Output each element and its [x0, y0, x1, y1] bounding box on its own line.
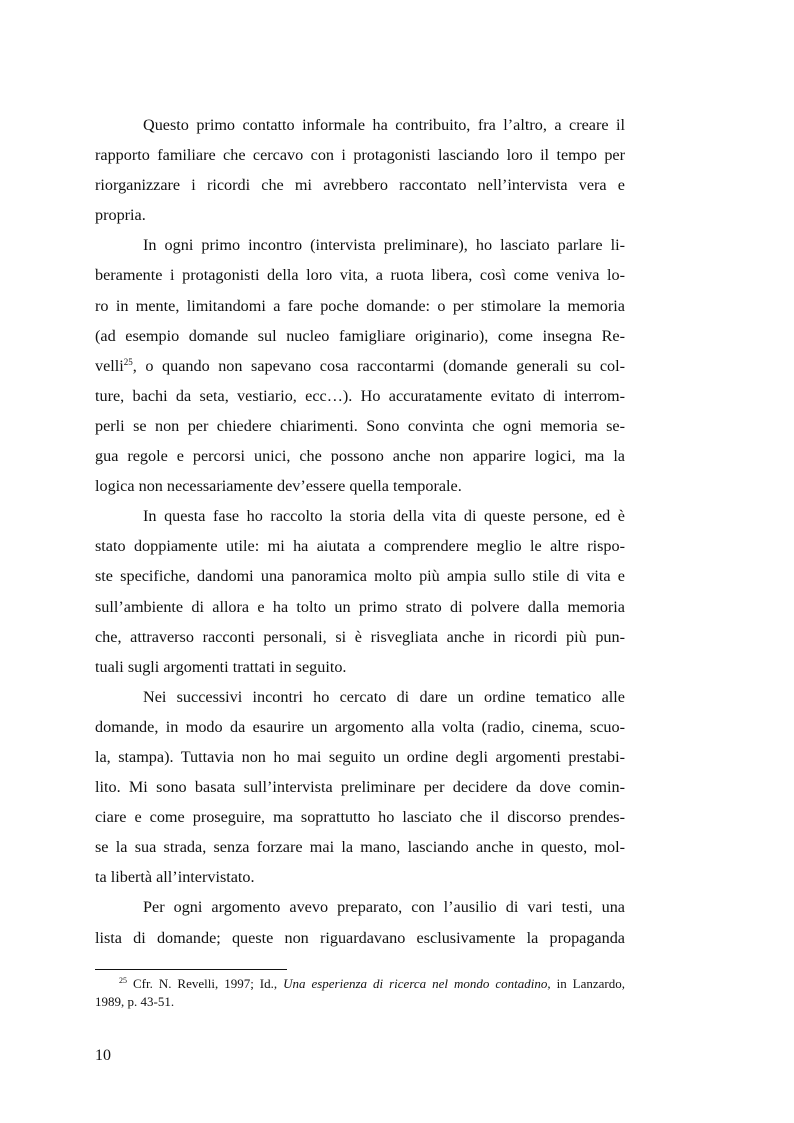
text-line: Per ogni argomento avevo preparato, con l’ausilio di vari testi, una: [143, 898, 625, 917]
text-line: ciare e come proseguire, ma soprattutto ho lasciato che il discorso prendes-: [95, 808, 625, 827]
text-line: riorganizzare i ricordi che mi avrebbero raccontato nell’intervista vera e: [95, 176, 625, 195]
footnote-reference: 25: [123, 356, 133, 367]
text-line: In ogni primo incontro (intervista preliminare), ho lasciato parlare li-: [143, 236, 625, 255]
text-line: lito. Mi sono basata sull’intervista preliminare per decidere da dove comin-: [95, 778, 625, 797]
text-line: Nei successivi incontri ho cercato di dare un ordine tematico alle: [143, 687, 625, 706]
text-line: lista di domande; queste non riguardavano esclusivamente la propaganda: [95, 928, 625, 947]
text-line: ture, bachi da seta, vestiario, ecc…). Ho accuratamente evitato di interrom-: [95, 386, 625, 405]
text-line: beramente i protagonisti della loro vita, a ruota libera, così come veniva lo-: [95, 266, 625, 285]
text-line: Questo primo contatto informale ha contribuito, fra l’altro, a creare il: [143, 116, 625, 134]
text-line: (ad esempio domande sul nucleo famigliare originario), come insegna Re-: [95, 326, 625, 345]
paragraph: [95, 682, 625, 893]
text-line: [95, 351, 625, 381]
text-line: tuali sugli argomenti trattati in seguito.: [95, 657, 347, 676]
footnote-title: Una esperienza di ricerca nel mondo contadino,: [283, 976, 551, 991]
text-line: gua regole e percorsi unici, che possono anche non apparire logici, ma la: [95, 447, 625, 466]
footnote-line: 1989, p. 43-51.: [95, 994, 175, 1009]
text-line: domande, in modo da esaurire un argomento alla volta (radio, cinema, scuo-: [95, 717, 625, 736]
footnote: [95, 975, 625, 1011]
body-text: [95, 110, 625, 953]
footnote-line: [95, 975, 625, 993]
text-line: logica non necessariamente dev’essere quella temporale.: [95, 477, 462, 496]
text-line: sull’ambiente di allora e ha tolto un primo strato di polvere dalla memoria: [95, 597, 625, 616]
paragraph: [95, 892, 625, 952]
footnote-text: in Lanzardo,: [550, 976, 625, 991]
text-line: stato doppiamente utile: mi ha aiutata a comprendere meglio le altre rispo-: [95, 537, 625, 556]
text-fragment: , o quando non sapevano cosa raccontarmi (domande generali su col-: [132, 356, 625, 375]
text-line: propria.: [95, 206, 146, 225]
text-line: che, attraverso racconti personali, si è risvegliata anche in ricordi più pun-: [95, 627, 625, 646]
text-line: ste specifiche, dandomi una panoramica molto più ampia sullo stile di vita e: [95, 567, 625, 586]
paragraph: [95, 501, 625, 682]
text-line: la, stampa). Tuttavia non ho mai seguito un ordine degli argomenti prestabi-: [95, 747, 625, 766]
text-line: rapporto familiare che cercavo con i protagonisti lasciando loro il tempo per: [95, 146, 625, 165]
footnote-mark: 25: [119, 976, 127, 985]
text-line: se la sua strada, senza forzare mai la mano, lasciando anche in questo, mol-: [95, 838, 625, 857]
text-fragment: velli: [95, 356, 124, 375]
paragraph: [95, 230, 625, 501]
text-line: perli se non per chiedere chiarimenti. Sono convinta che ogni memoria se-: [95, 416, 625, 435]
text-line: ro in mente, limitandomi a fare poche domande: o per stimolare la memoria: [95, 296, 625, 315]
footnote-text: Cfr. N. Revelli, 1997; Id.,: [132, 976, 284, 991]
text-line: ta libertà all’intervistato.: [95, 868, 255, 887]
page-number: 10: [95, 1047, 111, 1064]
footnote-separator: [95, 969, 287, 970]
paragraph: [95, 110, 625, 230]
text-line: In questa fase ho raccolto la storia della vita di queste persone, ed è: [143, 507, 625, 526]
